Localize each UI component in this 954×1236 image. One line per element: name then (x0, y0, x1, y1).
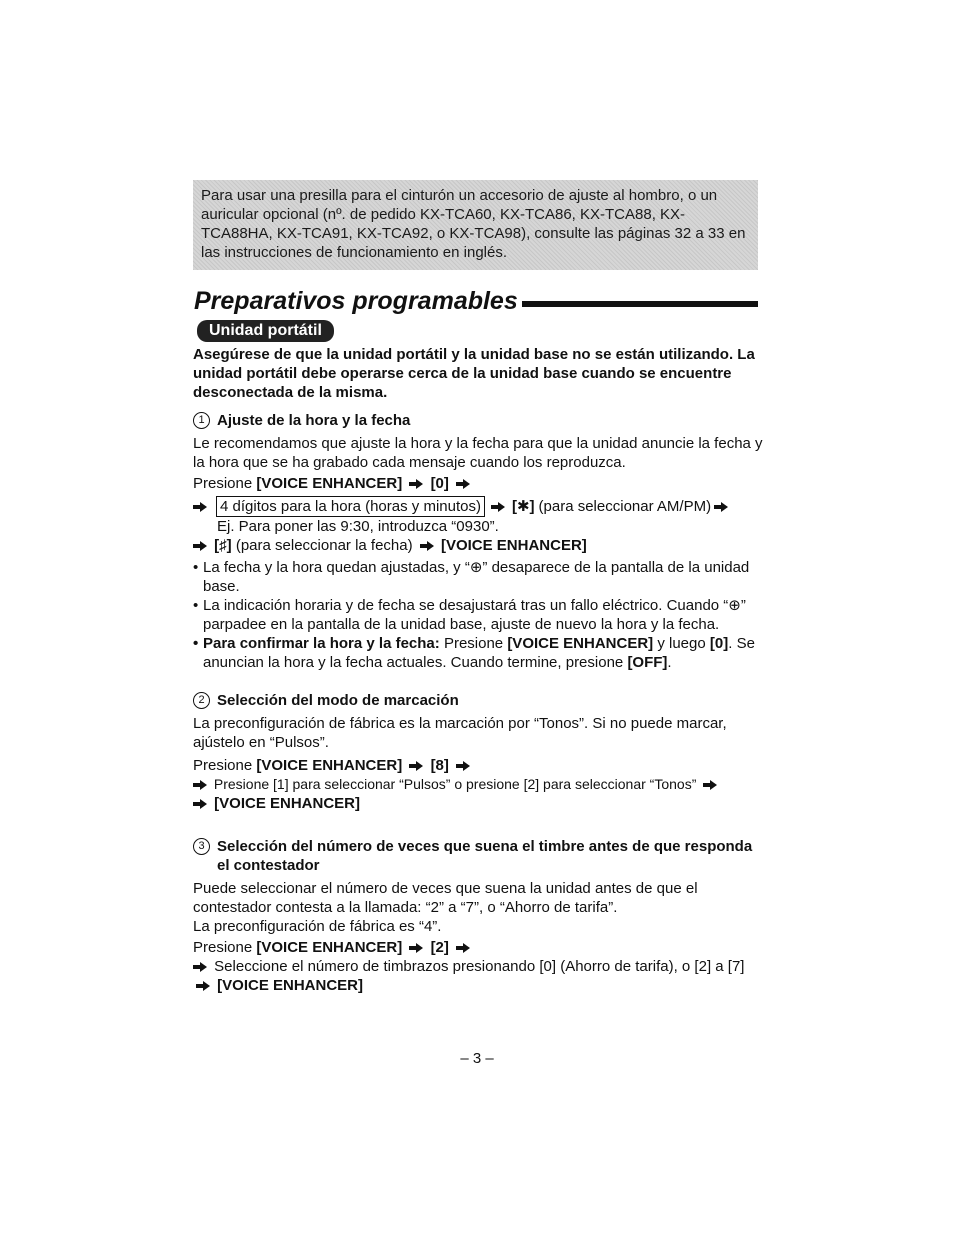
key-8: [8] (430, 757, 449, 774)
notice-box (193, 180, 758, 270)
section2-step3 (193, 794, 763, 813)
arrow-icon (456, 943, 470, 953)
arrow-icon (409, 479, 423, 489)
key-voice-enhancer: [VOICE ENHANCER] (440, 537, 587, 554)
bullet-item (193, 596, 763, 634)
section3-desc1: Puede seleccionar el número de veces que suena la unidad antes de que el contestador contesta a la llamada: “2” a “7”, o “Ahorro de tarifa”. (193, 880, 698, 916)
bullet-dot: • (193, 559, 199, 576)
unit-tab: Unidad portátil (197, 320, 334, 342)
confirm-text-c: Se anuncian la hora y la fecha actuales. Cuando termine, presione (203, 635, 755, 671)
arrow-icon (409, 943, 423, 953)
key-voice-enhancer: [VOICE ENHANCER] (256, 475, 403, 492)
presione-label: Presione (193, 757, 253, 774)
bullet-item (193, 558, 763, 596)
bullet-item (193, 634, 763, 672)
bullet-dot: • (193, 635, 199, 652)
key-hash: [♯] (214, 537, 232, 554)
arrow-icon (409, 761, 423, 771)
key-off: [OFF] (627, 654, 668, 671)
section-title-row (194, 284, 758, 318)
section2-step2-text: Presione [1] para seleccionar “Pulsos” o presione [2] para seleccionar “Tonos” (213, 776, 697, 792)
section3-desc2: La preconfiguración de fábrica es “4”. (193, 918, 442, 935)
key-0: [0] (709, 635, 729, 652)
section1-step2 (193, 496, 763, 517)
content (193, 345, 763, 995)
star-desc: (para seleccionar AM/PM) (538, 498, 712, 515)
section2-heading-text: Selección del modo de marcación (217, 692, 459, 709)
key-star: [✱] (511, 498, 535, 515)
digits-box: 4 dígitos para la hora (horas y minutos) (216, 496, 485, 517)
section1-heading-text: Ajuste de la hora y la fecha (217, 412, 411, 429)
arrow-icon (491, 502, 505, 512)
section2-step1 (193, 756, 763, 775)
key-0: [0] (430, 475, 449, 492)
confirm-label: Para confirmar la hora y la fecha: (203, 635, 440, 652)
bullet-text: La fecha y la hora quedan ajustadas, y “⊕” desaparece de la pantalla de la unidad base. (203, 559, 750, 595)
section1-step1 (193, 474, 763, 493)
section3-step2-text: Seleccione el número de timbrazos presionando [0] (Ahorro de tarifa), o [2] a [7] (214, 958, 745, 975)
key-voice-enhancer: [VOICE ENHANCER] (507, 635, 654, 652)
section3-step2 (193, 957, 763, 995)
bullet-confirm: Para confirmar la hora y la fecha: Presione [VOICE ENHANCER] y luego [0]. Se anuncian la hora y la fecha actuales. Cuando termine, presione [OFF]. (203, 635, 755, 671)
presione-label: Presione (193, 475, 253, 492)
key-voice-enhancer: [VOICE ENHANCER] (256, 757, 403, 774)
key-voice-enhancer: [VOICE ENHANCER] (214, 795, 361, 812)
section2-step2 (193, 775, 763, 794)
title-rule (522, 301, 758, 307)
section1-heading (193, 411, 763, 430)
section3-number: 3 (193, 838, 210, 855)
arrow-icon (420, 541, 434, 551)
arrow-icon (193, 780, 207, 790)
section2-desc: La preconfiguración de fábrica es la marcación por “Tonos”. Si no puede marcar, ajústelo en “Pulsos”. (193, 715, 727, 751)
example-text: Ej. Para poner las 9:30, introduzca “0930”. (217, 518, 499, 535)
arrow-icon (193, 799, 207, 809)
section3-step1 (193, 938, 763, 957)
hash-desc: (para seleccionar la fecha) (235, 537, 413, 554)
arrow-icon (196, 981, 210, 991)
bullet-dot: • (193, 597, 199, 614)
arrow-icon (703, 780, 717, 790)
confirm-text-a: Presione (443, 635, 504, 652)
arrow-icon (456, 761, 470, 771)
section3-heading (193, 837, 763, 875)
page-title: Preparativos programables (194, 286, 518, 315)
section2-number: 2 (193, 692, 210, 709)
arrow-icon (193, 502, 207, 512)
confirm-text-b: y luego (657, 635, 706, 652)
notice-text: Para usar una presilla para el cinturón un accesorio de ajuste al hombro, o un auricular opcional (nº. de pedido KX-TCA60, KX-TCA86, KX-TCA88, KX-TCA88HA, KX-TCA91, KX-TCA92, o KX-TCA98), consulte las páginas 32 a 33 en las instrucciones de funcionamiento en inglés. (201, 187, 746, 261)
key-2: [2] (430, 939, 449, 956)
intro-text: Asegúrese de que la unidad portátil y la unidad base no se están utilizando. La unidad portátil debe operarse cerca de la unidad base cuando se encuentre desconectada de la misma. (193, 346, 755, 401)
section1-number: 1 (193, 412, 210, 429)
key-voice-enhancer: [VOICE ENHANCER] (256, 939, 403, 956)
presione-label: Presione (193, 939, 253, 956)
arrow-icon (193, 962, 207, 972)
arrow-icon (714, 502, 728, 512)
key-voice-enhancer: [VOICE ENHANCER] (217, 977, 364, 994)
page-number: – 3 – (460, 1050, 494, 1067)
section1-desc: Le recomendamos que ajuste la hora y la fecha para que la unidad anuncie la fecha y la hora que se ha grabado cada mensaje cuando los reproduzca. (193, 435, 763, 471)
arrow-icon (456, 479, 470, 489)
bullet-text: La indicación horaria y de fecha se desajustará tras un fallo eléctrico. Cuando “⊕” parpadee en la pantalla de la unidad base, ajuste de nuevo la hora y la fecha. (203, 597, 746, 633)
section1-step3 (193, 536, 763, 555)
section2-heading (193, 691, 763, 710)
section3-heading-text: Selección del número de veces que suena el timbre antes de que responda el contestador (217, 838, 753, 874)
arrow-icon (193, 541, 207, 551)
